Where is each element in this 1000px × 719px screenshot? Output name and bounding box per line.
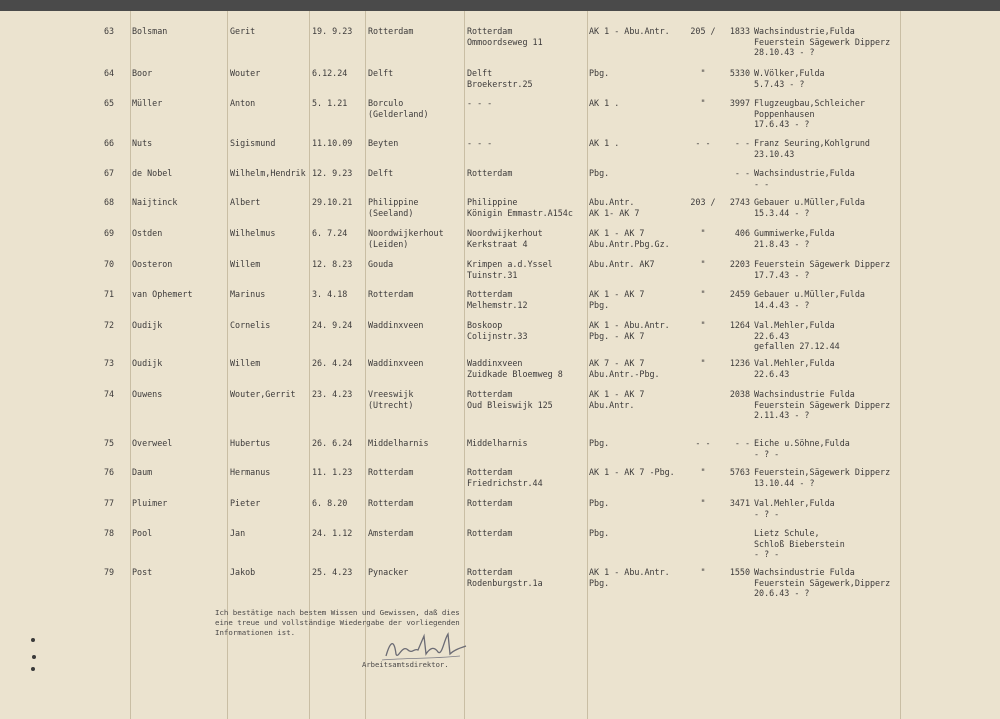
birth-date: 24. 1.12 <box>312 528 353 538</box>
surname: Post <box>132 567 153 577</box>
surname: Pluimer <box>132 498 168 508</box>
number-prefix: - - <box>695 138 711 148</box>
given-name: Cornelis <box>230 320 271 330</box>
given-name: Sigismund <box>230 138 276 148</box>
registration-number: 3997 <box>729 98 750 108</box>
given-name: Jakob <box>230 567 256 577</box>
number-prefix: 205 / <box>690 26 716 36</box>
surname: Ostden <box>132 228 163 238</box>
address: Rotterdam <box>467 528 513 538</box>
birth-place: Pynacker <box>368 567 409 577</box>
registration-number: 1264 <box>729 320 750 330</box>
punch-hole <box>31 638 35 642</box>
birth-place: Delft <box>368 168 394 178</box>
birth-date: 6. 7.24 <box>312 228 348 238</box>
surname: Pool <box>132 528 153 538</box>
reference: Abu.Antr. AK7 <box>589 259 655 269</box>
table-row <box>0 528 1000 568</box>
birth-date: 6. 8.20 <box>312 498 348 508</box>
employer: Gummiwerke,Fulda 21.8.43 - ? <box>754 228 835 249</box>
reference: Pbg. <box>589 438 610 448</box>
address: - - - <box>467 98 493 108</box>
registration-number: 1236 <box>729 358 750 368</box>
employer: Franz Seuring,Kohlgrund 23.10.43 <box>754 138 870 159</box>
number-prefix: " <box>700 259 706 269</box>
birth-place: Gouda <box>368 259 394 269</box>
address: Rotterdam Oud Bleiswijk 125 <box>467 389 553 410</box>
table-row <box>0 320 1000 360</box>
address: - - - <box>467 138 493 148</box>
number-prefix: " <box>700 228 706 238</box>
employer: Wachsindustrie Fulda Feuerstein Sägewerk,Dipperz 20.6.43 - ? <box>754 567 891 598</box>
registration-number: 1833 <box>729 26 750 36</box>
number-prefix: " <box>700 567 706 577</box>
scan-edge <box>0 0 1000 11</box>
birth-place: Rotterdam <box>368 467 414 477</box>
number-prefix: " <box>700 289 706 299</box>
birth-place: Amsterdam <box>368 528 414 538</box>
address: Middelharnis <box>467 438 528 448</box>
employer: Feuerstein Sägewerk Dipperz 17.7.43 - ? <box>754 259 891 280</box>
row-number: 67 <box>104 168 115 178</box>
row-number: 76 <box>104 467 115 477</box>
registration-number: - - <box>734 138 750 148</box>
reference: Pbg. <box>589 528 610 538</box>
reference: Pbg. <box>589 498 610 508</box>
registration-number: 2038 <box>729 389 750 399</box>
address: Rotterdam <box>467 168 513 178</box>
row-number: 64 <box>104 68 115 78</box>
row-number: 65 <box>104 98 115 108</box>
row-number: 66 <box>104 138 115 148</box>
row-number: 70 <box>104 259 115 269</box>
birth-date: 25. 4.23 <box>312 567 353 577</box>
registration-number: 2459 <box>729 289 750 299</box>
row-number: 78 <box>104 528 115 538</box>
birth-date: 26. 6.24 <box>312 438 353 448</box>
address: Rotterdam Friedrichstr.44 <box>467 467 543 488</box>
reference: AK 1 - Abu.Antr. <box>589 26 670 36</box>
table-row <box>0 98 1000 138</box>
birth-date: 11. 1.23 <box>312 467 353 477</box>
row-number: 79 <box>104 567 115 577</box>
reference: AK 1 . <box>589 138 620 148</box>
birth-place: Beyten <box>368 138 399 148</box>
row-number: 69 <box>104 228 115 238</box>
row-number: 75 <box>104 438 115 448</box>
given-name: Wilhelm,Hendrik <box>230 168 306 178</box>
reference: AK 1 - AK 7 Abu.Antr. <box>589 389 645 410</box>
employer: Val.Mehler,Fulda - ? - <box>754 498 835 519</box>
employer: Feuerstein,Sägewerk Dipperz 13.10.44 - ? <box>754 467 891 488</box>
birth-place: Philippine (Seeland) <box>368 197 419 218</box>
surname: Müller <box>132 98 163 108</box>
birth-place: Rotterdam <box>368 289 414 299</box>
given-name: Wouter,Gerrit <box>230 389 296 399</box>
number-prefix: " <box>700 467 706 477</box>
registration-number: 5763 <box>729 467 750 477</box>
birth-date: 29.10.21 <box>312 197 353 207</box>
address: Rotterdam Melhemstr.12 <box>467 289 528 310</box>
address: Rotterdam Ommoordseweg 11 <box>467 26 543 47</box>
employer: Val.Mehler,Fulda 22.6.43 <box>754 358 835 379</box>
surname: Overweel <box>132 438 173 448</box>
reference: AK 1 - AK 7 Pbg. <box>589 289 645 310</box>
birth-date: 5. 1.21 <box>312 98 348 108</box>
punch-hole <box>32 655 36 659</box>
registration-number: 5330 <box>729 68 750 78</box>
employer: Lietz Schule, Schloß Bieberstein - ? - <box>754 528 845 559</box>
birth-date: 11.10.09 <box>312 138 353 148</box>
birth-date: 26. 4.24 <box>312 358 353 368</box>
birth-place: Noordwijkerhout (Leiden) <box>368 228 444 249</box>
given-name: Willem <box>230 259 261 269</box>
surname: van Ophemert <box>132 289 193 299</box>
surname: Ouwens <box>132 389 163 399</box>
surname: Naijtinck <box>132 197 178 207</box>
number-prefix: 203 / <box>690 197 716 207</box>
birth-place: Delft <box>368 68 394 78</box>
registration-number: 2743 <box>729 197 750 207</box>
reference: AK 7 - AK 7 Abu.Antr.-Pbg. <box>589 358 660 379</box>
number-prefix: " <box>700 320 706 330</box>
number-prefix: " <box>700 498 706 508</box>
reference: Pbg. <box>589 168 610 178</box>
given-name: Marinus <box>230 289 266 299</box>
given-name: Willem <box>230 358 261 368</box>
surname: Oudijk <box>132 320 163 330</box>
birth-date: 12. 8.23 <box>312 259 353 269</box>
birth-place: Rotterdam <box>368 498 414 508</box>
number-prefix: " <box>700 98 706 108</box>
surname: Boor <box>132 68 153 78</box>
table-row <box>0 26 1000 66</box>
registration-number: 2203 <box>729 259 750 269</box>
address: Krimpen a.d.Yssel Tuinstr.31 <box>467 259 553 280</box>
given-name: Albert <box>230 197 261 207</box>
number-prefix: - - <box>695 438 711 448</box>
reference: AK 1 - Abu.Antr. Pbg. - AK 7 <box>589 320 670 341</box>
reference: AK 1 - AK 7 Abu.Antr.Pbg.Gz. <box>589 228 670 249</box>
table-row <box>0 567 1000 607</box>
given-name: Anton <box>230 98 256 108</box>
table-row <box>0 389 1000 429</box>
surname: Oosteron <box>132 259 173 269</box>
surname: Bolsman <box>132 26 168 36</box>
surname: Nuts <box>132 138 153 148</box>
punch-hole <box>31 667 35 671</box>
row-number: 63 <box>104 26 115 36</box>
row-number: 68 <box>104 197 115 207</box>
address: Noordwijkerhout Kerkstraat 4 <box>467 228 543 249</box>
surname: de Nobel <box>132 168 173 178</box>
employer: Flugzeugbau,Schleicher Poppenhausen 17.6.43 - ? <box>754 98 865 129</box>
registration-number: 3471 <box>729 498 750 508</box>
reference: AK 1 . <box>589 98 620 108</box>
given-name: Hermanus <box>230 467 271 477</box>
address: Waddinxveen Zuidkade Bloemweg 8 <box>467 358 563 379</box>
number-prefix: " <box>700 68 706 78</box>
address: Boskoop Colijnstr.33 <box>467 320 528 341</box>
row-number: 73 <box>104 358 115 368</box>
given-name: Pieter <box>230 498 261 508</box>
birth-date: 24. 9.24 <box>312 320 353 330</box>
employer: Gebauer u.Müller,Fulda 15.3.44 - ? <box>754 197 865 218</box>
address: Philippine Königin Emmastr.A154c <box>467 197 573 218</box>
row-number: 77 <box>104 498 115 508</box>
reference: Abu.Antr. AK 1- AK 7 <box>589 197 640 218</box>
birth-place: Vreeswijk (Utrecht) <box>368 389 414 410</box>
registration-number: - - <box>734 438 750 448</box>
address: Rotterdam <box>467 498 513 508</box>
employer: Val.Mehler,Fulda 22.6.43 gefallen 27.12.44 <box>754 320 840 351</box>
signature-caption: Arbeitsamtsdirektor. <box>362 660 449 669</box>
employer: Wachsindustrie Fulda Feuerstein Sägewerk Dipperz 2.11.43 - ? <box>754 389 891 420</box>
address: Rotterdam Rodenburgstr.1a <box>467 567 543 588</box>
given-name: Gerit <box>230 26 256 36</box>
reference: AK 1 - AK 7 -Pbg. <box>589 467 675 477</box>
given-name: Hubertus <box>230 438 271 448</box>
employer: Eiche u.Söhne,Fulda - ? - <box>754 438 850 459</box>
number-prefix: " <box>700 358 706 368</box>
birth-place: Borculo (Gelderland) <box>368 98 429 119</box>
employer: Wachsindustrie,Fulda - - <box>754 168 855 189</box>
registration-number: - - <box>734 168 750 178</box>
birth-date: 12. 9.23 <box>312 168 353 178</box>
given-name: Wilhelmus <box>230 228 276 238</box>
registration-number: 1550 <box>729 567 750 577</box>
birth-place: Waddinxveen <box>368 320 424 330</box>
surname: Daum <box>132 467 153 477</box>
reference: AK 1 - Abu.Antr. Pbg. <box>589 567 670 588</box>
row-number: 71 <box>104 289 115 299</box>
address: Delft Broekerstr.25 <box>467 68 533 89</box>
row-number: 72 <box>104 320 115 330</box>
birth-place: Middelharnis <box>368 438 429 448</box>
birth-date: 23. 4.23 <box>312 389 353 399</box>
birth-date: 19. 9.23 <box>312 26 353 36</box>
given-name: Wouter <box>230 68 261 78</box>
registration-number: 406 <box>734 228 750 238</box>
employer: Gebauer u.Müller,Fulda 14.4.43 - ? <box>754 289 865 310</box>
birth-place: Waddinxveen <box>368 358 424 368</box>
certification-statement: Ich bestätige nach bestem Wissen und Gewissen, daß dies eine treue und vollständige Wiedergabe der vorliegenden Informationen ist. <box>215 608 460 637</box>
birth-place: Rotterdam <box>368 26 414 36</box>
birth-date: 3. 4.18 <box>312 289 348 299</box>
birth-date: 6.12.24 <box>312 68 348 78</box>
reference: Pbg. <box>589 68 610 78</box>
row-number: 74 <box>104 389 115 399</box>
given-name: Jan <box>230 528 246 538</box>
employer: Wachsindustrie,Fulda Feuerstein Sägewerk Dipperz 28.10.43 - ? <box>754 26 891 57</box>
surname: Oudijk <box>132 358 163 368</box>
employer: W.Völker,Fulda 5.7.43 - ? <box>754 68 825 89</box>
